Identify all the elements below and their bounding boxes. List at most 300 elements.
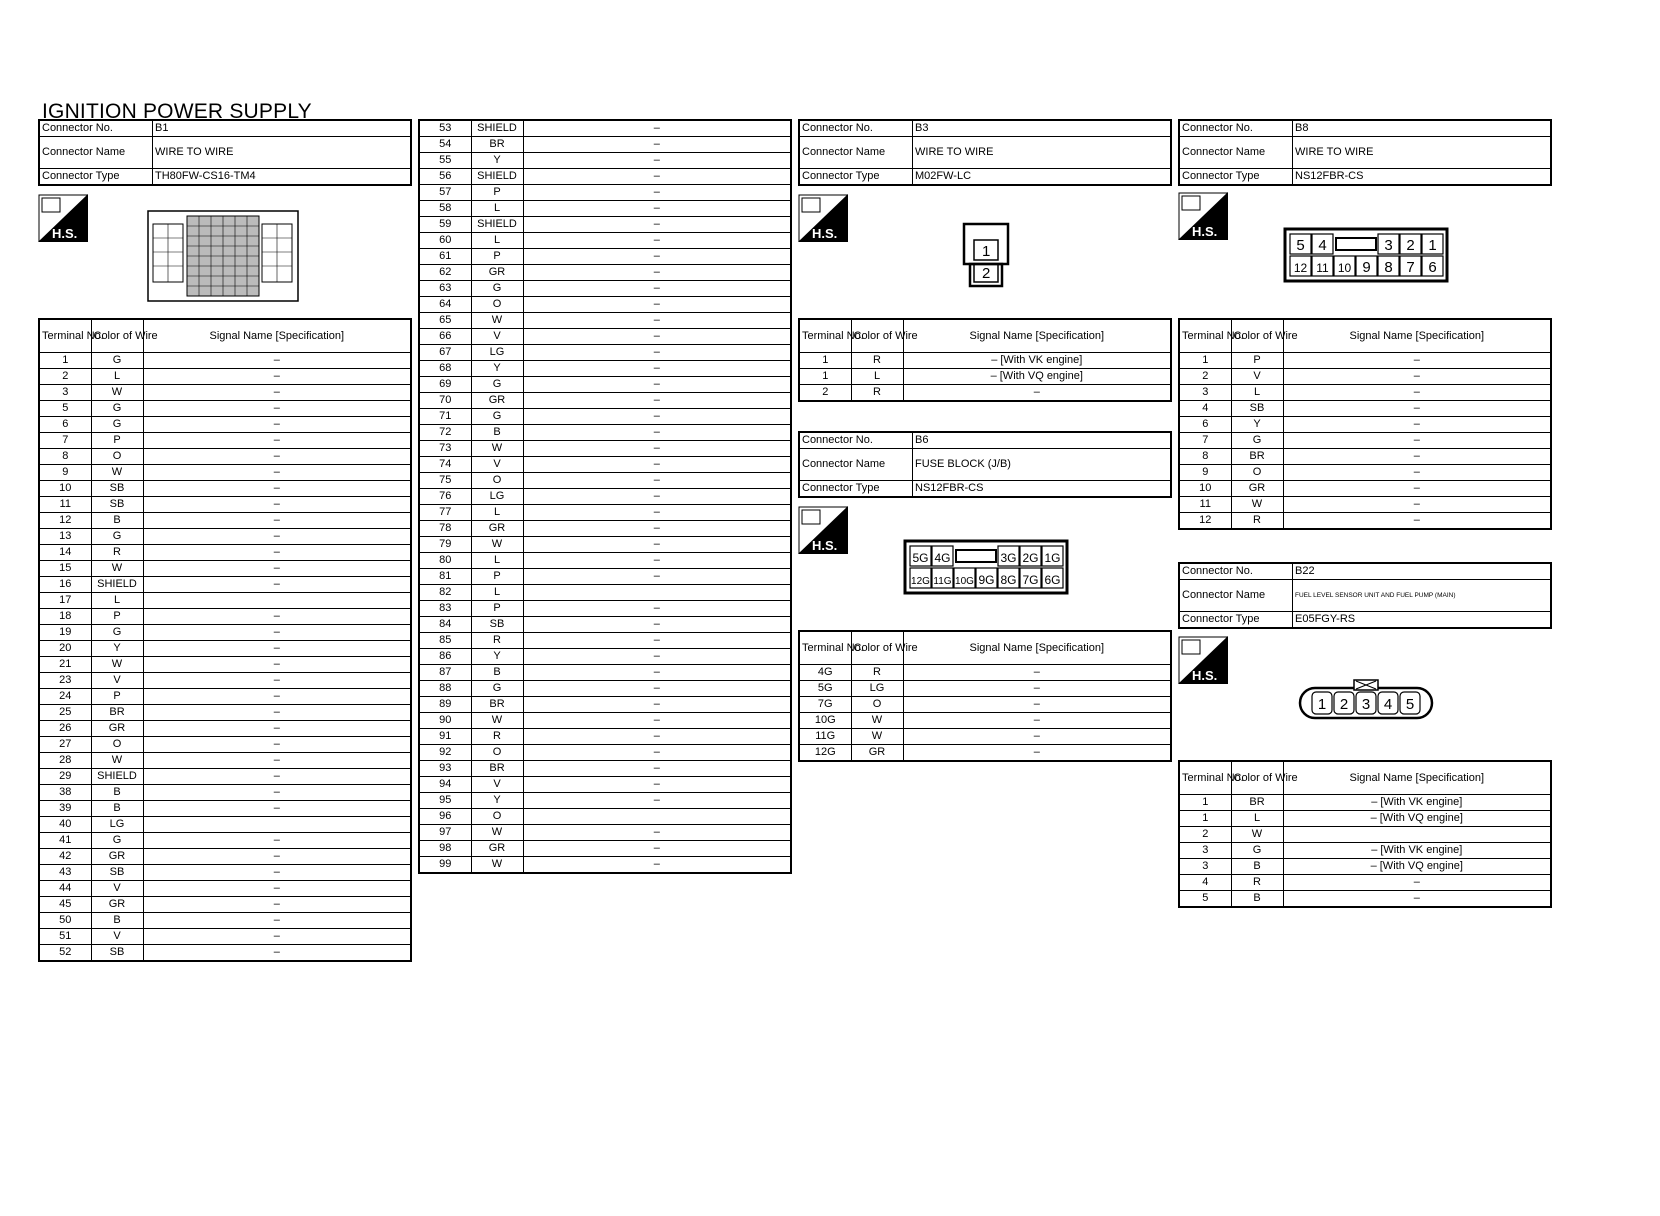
wire-color-cell: P	[471, 601, 523, 617]
table-row	[419, 777, 791, 793]
terminal-no-cell: 85	[419, 633, 471, 649]
signal-name-cell: –	[523, 441, 791, 457]
pin-label: 8G	[1000, 573, 1017, 587]
table-row	[419, 265, 791, 281]
table-row	[799, 665, 1171, 681]
table-row	[39, 769, 411, 785]
table-row	[39, 593, 411, 609]
table-row	[39, 625, 411, 641]
wire-color-cell: Y	[471, 153, 523, 169]
table-row	[419, 249, 791, 265]
terminal-no-cell: 79	[419, 537, 471, 553]
wire-color-cell: B	[91, 913, 143, 929]
connector-type-label: Connector Type	[799, 169, 913, 186]
terminal-no-cell: 2	[1179, 369, 1231, 385]
svg-text:H.S.: H.S.	[812, 538, 838, 553]
terminal-no-cell: 77	[419, 505, 471, 521]
signal-name-cell: –	[1283, 401, 1551, 417]
wire-color-cell: W	[471, 441, 523, 457]
pin-label: 1G	[1044, 551, 1061, 565]
table-row	[799, 745, 1171, 762]
table-row	[39, 753, 411, 769]
signal-name-cell: –	[143, 881, 411, 897]
pin-table-b3	[798, 318, 1172, 402]
wire-color-cell: P	[91, 433, 143, 449]
terminal-no-cell: 70	[419, 393, 471, 409]
wire-color-cell: G	[1231, 433, 1283, 449]
wire-color-cell: O	[471, 473, 523, 489]
terminal-no-cell: 67	[419, 345, 471, 361]
pin-label: 4	[1383, 696, 1393, 713]
wire-color-cell: L	[1231, 385, 1283, 401]
table-row	[39, 385, 411, 401]
terminal-no-cell: 11	[1179, 497, 1231, 513]
wire-color-cell: Y	[471, 361, 523, 377]
hs-icon	[38, 194, 88, 242]
wire-color-cell: GR	[91, 721, 143, 737]
signal-name-cell: –	[523, 169, 791, 185]
signal-name-header: Signal Name [Specification]	[1283, 319, 1551, 353]
pin-label: 1	[1428, 237, 1437, 254]
terminal-no-cell: 3	[39, 385, 91, 401]
terminal-no-cell: 10	[1179, 481, 1231, 497]
table-row	[39, 433, 411, 449]
signal-name-cell: –	[143, 561, 411, 577]
terminal-no-cell: 23	[39, 673, 91, 689]
table-row	[39, 945, 411, 962]
connector-b1	[38, 119, 412, 186]
connector-b6-face-icon	[904, 540, 1068, 599]
signal-name-cell: –	[143, 913, 411, 929]
table-row	[419, 681, 791, 697]
svg-text:H.S.: H.S.	[812, 226, 838, 241]
signal-name-cell: –	[523, 393, 791, 409]
connector-no-label: Connector No.	[799, 432, 913, 449]
connector-type-value: NS12FBR-CS	[913, 481, 1172, 498]
signal-name-cell: –	[143, 609, 411, 625]
wire-color-cell: LG	[471, 489, 523, 505]
connector-name-value: WIRE TO WIRE	[913, 137, 1172, 169]
table-row	[1179, 497, 1551, 513]
pin-label: 5G	[912, 551, 929, 565]
terminal-no-header: Terminal No.	[1179, 761, 1231, 795]
connector-no-label: Connector No.	[1179, 563, 1293, 580]
pin-label: 2	[1339, 696, 1349, 713]
table-row	[39, 833, 411, 849]
table-row	[1179, 811, 1551, 827]
table-row	[39, 561, 411, 577]
table-row	[419, 153, 791, 169]
wire-color-cell: SHIELD	[91, 769, 143, 785]
table-row	[799, 353, 1171, 369]
terminal-no-cell: 82	[419, 585, 471, 601]
wire-color-cell: SB	[471, 617, 523, 633]
table-row	[39, 417, 411, 433]
wire-color-cell: B	[91, 801, 143, 817]
terminal-no-cell: 12G	[799, 745, 851, 762]
signal-name-cell: –	[143, 625, 411, 641]
table-row	[1179, 465, 1551, 481]
signal-name-cell: –	[523, 265, 791, 281]
pin-label: 12G	[911, 576, 930, 587]
hs-icon	[1178, 192, 1228, 240]
wire-color-cell: G	[471, 377, 523, 393]
terminal-no-cell: 87	[419, 665, 471, 681]
wire-color-cell: SHIELD	[471, 120, 523, 137]
signal-name-cell: –	[143, 833, 411, 849]
signal-name-cell: –	[143, 577, 411, 593]
signal-name-cell: –	[523, 345, 791, 361]
svg-text:H.S.: H.S.	[1192, 224, 1218, 239]
pin-label: 4G	[934, 551, 951, 565]
wire-color-cell: BR	[471, 137, 523, 153]
connector-name-label: Connector Name	[799, 449, 913, 481]
wire-color-cell: SB	[91, 945, 143, 962]
table-row	[419, 217, 791, 233]
terminal-no-cell: 2	[799, 385, 851, 402]
table-row	[419, 553, 791, 569]
wire-color-cell: P	[471, 185, 523, 201]
terminal-no-header: Terminal No.	[1179, 319, 1231, 353]
terminal-no-cell: 17	[39, 593, 91, 609]
table-row	[419, 393, 791, 409]
signal-name-cell: – [With VK engine]	[1283, 795, 1551, 811]
pin-label: 6	[1428, 259, 1437, 276]
wire-color-cell: W	[471, 313, 523, 329]
signal-name-cell	[523, 585, 791, 601]
wire-color-cell: G	[471, 681, 523, 697]
signal-name-cell: –	[143, 481, 411, 497]
wire-color-cell: L	[471, 233, 523, 249]
terminal-no-cell: 5G	[799, 681, 851, 697]
table-row	[419, 377, 791, 393]
wire-color-cell: Y	[1231, 417, 1283, 433]
wire-color-cell: GR	[1231, 481, 1283, 497]
table-row	[39, 865, 411, 881]
table-row	[799, 729, 1171, 745]
wire-color-cell: B	[471, 425, 523, 441]
connector-name-value: FUEL LEVEL SENSOR UNIT AND FUEL PUMP (MAIN)	[1293, 580, 1552, 612]
wire-color-cell: W	[851, 713, 903, 729]
table-row	[799, 697, 1171, 713]
signal-name-cell: –	[143, 529, 411, 545]
wire-color-cell: BR	[1231, 795, 1283, 811]
wire-color-cell: G	[91, 353, 143, 369]
table-row	[419, 313, 791, 329]
pin-table-b22	[1178, 760, 1552, 908]
signal-name-cell: –	[903, 713, 1171, 729]
color-of-wire-header: Color of Wire	[851, 631, 903, 665]
connector-no-value: B6	[913, 432, 1172, 449]
terminal-no-cell: 1	[1179, 353, 1231, 369]
pin-label: 3G	[1000, 551, 1017, 565]
signal-name-cell: –	[143, 801, 411, 817]
table-row	[419, 137, 791, 153]
terminal-no-cell: 25	[39, 705, 91, 721]
pin-label: 7	[1406, 259, 1415, 276]
table-row	[419, 665, 791, 681]
signal-name-cell: –	[1283, 433, 1551, 449]
signal-name-cell: –	[1283, 875, 1551, 891]
signal-name-cell: –	[143, 657, 411, 673]
terminal-no-cell: 60	[419, 233, 471, 249]
wire-color-cell: P	[471, 569, 523, 585]
signal-name-cell: –	[523, 473, 791, 489]
wire-color-cell: W	[91, 385, 143, 401]
table-row	[419, 617, 791, 633]
table-row	[419, 841, 791, 857]
terminal-no-cell: 24	[39, 689, 91, 705]
table-row	[39, 913, 411, 929]
signal-name-cell: –	[523, 505, 791, 521]
table-row	[39, 785, 411, 801]
signal-name-cell: –	[143, 929, 411, 945]
terminal-no-cell: 29	[39, 769, 91, 785]
signal-name-cell: –	[903, 665, 1171, 681]
signal-name-cell: –	[143, 385, 411, 401]
terminal-no-cell: 1	[1179, 811, 1231, 827]
hs-icon	[798, 506, 848, 554]
signal-name-cell: –	[143, 641, 411, 657]
terminal-no-cell: 3	[1179, 385, 1231, 401]
wire-color-cell: W	[471, 713, 523, 729]
table-row	[419, 809, 791, 825]
table-row	[419, 329, 791, 345]
terminal-no-cell: 98	[419, 841, 471, 857]
terminal-no-cell: 3	[1179, 859, 1231, 875]
signal-name-cell	[143, 593, 411, 609]
signal-name-cell: –	[1283, 449, 1551, 465]
pin-label: 5	[1296, 237, 1305, 254]
terminal-no-cell: 78	[419, 521, 471, 537]
terminal-no-cell: 91	[419, 729, 471, 745]
table-row	[419, 505, 791, 521]
connector-type-label: Connector Type	[39, 169, 153, 186]
terminal-no-cell: 65	[419, 313, 471, 329]
terminal-no-cell: 6	[39, 417, 91, 433]
table-row	[39, 369, 411, 385]
pin-label: 5	[1405, 696, 1415, 713]
signal-name-cell: –	[523, 457, 791, 473]
terminal-no-cell: 2	[1179, 827, 1231, 843]
terminal-no-cell: 21	[39, 657, 91, 673]
signal-name-cell: –	[523, 233, 791, 249]
wire-color-cell: L	[851, 369, 903, 385]
connector-name-value: WIRE TO WIRE	[1293, 137, 1552, 169]
table-row	[419, 409, 791, 425]
table-row	[39, 513, 411, 529]
table-row	[419, 441, 791, 457]
connector-no-value: B3	[913, 120, 1172, 137]
signal-name-cell: –	[523, 761, 791, 777]
signal-name-cell: –	[523, 120, 791, 137]
signal-name-cell: –	[523, 361, 791, 377]
table-row	[1179, 449, 1551, 465]
signal-name-cell: –	[1283, 465, 1551, 481]
signal-name-cell: –	[523, 137, 791, 153]
signal-name-header: Signal Name [Specification]	[903, 631, 1171, 665]
table-row	[1179, 891, 1551, 908]
signal-name-cell: –	[523, 329, 791, 345]
wire-color-cell: GR	[471, 521, 523, 537]
pin-table-b1	[38, 318, 412, 962]
terminal-no-cell: 3	[1179, 843, 1231, 859]
connector-info-b1	[38, 119, 412, 186]
signal-name-cell: –	[523, 489, 791, 505]
table-row	[1179, 481, 1551, 497]
terminal-no-cell: 28	[39, 753, 91, 769]
terminal-no-cell: 10	[39, 481, 91, 497]
wire-color-cell: W	[471, 857, 523, 874]
wire-color-cell: V	[91, 929, 143, 945]
terminal-no-cell: 75	[419, 473, 471, 489]
table-row	[419, 281, 791, 297]
terminal-no-cell: 15	[39, 561, 91, 577]
signal-name-header: Signal Name [Specification]	[143, 319, 411, 353]
signal-name-cell: –	[143, 689, 411, 705]
svg-text:1: 1	[982, 243, 991, 260]
wire-color-cell: V	[471, 329, 523, 345]
terminal-no-cell: 68	[419, 361, 471, 377]
wire-color-cell: B	[1231, 891, 1283, 908]
wire-color-cell: R	[851, 385, 903, 402]
terminal-no-cell: 12	[1179, 513, 1231, 530]
wire-color-cell: BR	[91, 705, 143, 721]
table-row	[39, 497, 411, 513]
signal-name-cell: –	[903, 385, 1171, 402]
table-row	[39, 449, 411, 465]
table-row	[419, 793, 791, 809]
table-row	[39, 673, 411, 689]
wire-color-cell: SB	[91, 497, 143, 513]
table-row	[39, 529, 411, 545]
svg-text:H.S.: H.S.	[1192, 668, 1218, 683]
terminal-no-cell: 18	[39, 609, 91, 625]
signal-name-cell: –	[143, 753, 411, 769]
terminal-no-cell: 12	[39, 513, 91, 529]
wire-color-cell: B	[471, 665, 523, 681]
table-row	[799, 681, 1171, 697]
pin-label: 2G	[1022, 551, 1039, 565]
table-row	[39, 577, 411, 593]
connector-no-label: Connector No.	[39, 120, 153, 137]
signal-name-cell: –	[523, 601, 791, 617]
pin-label: 12	[1293, 261, 1308, 275]
terminal-no-cell: 95	[419, 793, 471, 809]
signal-name-cell: –	[143, 945, 411, 962]
terminal-no-cell: 53	[419, 120, 471, 137]
color-of-wire-header: Color of Wire	[851, 319, 903, 353]
table-row	[39, 801, 411, 817]
pin-table-b8	[1178, 318, 1552, 530]
wire-color-cell: L	[91, 593, 143, 609]
connector-type-value: M02FW-LC	[913, 169, 1172, 186]
signal-name-cell: –	[523, 521, 791, 537]
terminal-no-cell: 80	[419, 553, 471, 569]
terminal-no-cell: 73	[419, 441, 471, 457]
signal-name-cell: –	[523, 425, 791, 441]
page-title: IGNITION POWER SUPPLY	[42, 100, 312, 123]
wire-color-cell: Y	[471, 793, 523, 809]
connector-b6	[798, 431, 1172, 498]
wire-color-cell: V	[471, 457, 523, 473]
terminal-no-cell: 74	[419, 457, 471, 473]
terminal-no-cell: 6	[1179, 417, 1231, 433]
table-row	[39, 689, 411, 705]
signal-name-cell: –	[143, 513, 411, 529]
signal-name-cell: –	[523, 553, 791, 569]
terminal-no-cell: 19	[39, 625, 91, 641]
wire-color-cell: P	[91, 609, 143, 625]
table-row	[419, 857, 791, 874]
table-row	[419, 761, 791, 777]
terminal-no-cell: 20	[39, 641, 91, 657]
signal-name-cell: –	[143, 545, 411, 561]
terminal-no-cell: 64	[419, 297, 471, 313]
signal-name-header: Signal Name [Specification]	[903, 319, 1171, 353]
table-row	[39, 641, 411, 657]
terminal-no-cell: 1	[799, 369, 851, 385]
signal-name-cell: – [With VK engine]	[1283, 843, 1551, 859]
wire-color-cell: B	[1231, 859, 1283, 875]
terminal-no-cell: 9	[39, 465, 91, 481]
terminal-no-cell: 1	[39, 353, 91, 369]
wire-color-cell: L	[1231, 811, 1283, 827]
pin-table-b1-continued	[418, 119, 792, 874]
pin-label: 3	[1384, 237, 1393, 254]
terminal-no-cell: 69	[419, 377, 471, 393]
table-row	[39, 657, 411, 673]
signal-name-cell: –	[143, 433, 411, 449]
connector-b22-face-icon	[1298, 678, 1434, 727]
terminal-no-header: Terminal No.	[799, 319, 851, 353]
wire-color-cell: O	[1231, 465, 1283, 481]
signal-name-cell: –	[523, 729, 791, 745]
terminal-no-cell: 94	[419, 777, 471, 793]
wire-color-cell: R	[91, 545, 143, 561]
table-row	[419, 825, 791, 841]
signal-name-cell: –	[143, 353, 411, 369]
wire-color-cell: BR	[1231, 449, 1283, 465]
terminal-no-cell: 4	[1179, 401, 1231, 417]
signal-name-cell: –	[523, 281, 791, 297]
signal-name-cell: –	[143, 401, 411, 417]
terminal-no-cell: 7G	[799, 697, 851, 713]
terminal-no-cell: 97	[419, 825, 471, 841]
terminal-no-cell: 40	[39, 817, 91, 833]
terminal-no-cell: 8	[39, 449, 91, 465]
terminal-no-cell: 10G	[799, 713, 851, 729]
terminal-no-cell: 44	[39, 881, 91, 897]
table-row	[419, 425, 791, 441]
wire-color-cell: GR	[91, 897, 143, 913]
wire-color-cell: B	[91, 513, 143, 529]
table-row	[419, 585, 791, 601]
terminal-no-cell: 50	[39, 913, 91, 929]
pin-label: 10G	[955, 576, 974, 587]
wire-color-cell: L	[471, 505, 523, 521]
terminal-no-cell: 27	[39, 737, 91, 753]
table-row	[419, 649, 791, 665]
signal-name-cell: –	[1283, 513, 1551, 530]
wire-color-cell: R	[471, 633, 523, 649]
terminal-no-cell: 58	[419, 201, 471, 217]
table-row	[419, 457, 791, 473]
signal-name-cell: –	[523, 297, 791, 313]
table-row	[39, 817, 411, 833]
terminal-no-cell: 96	[419, 809, 471, 825]
wire-color-cell: G	[91, 417, 143, 433]
